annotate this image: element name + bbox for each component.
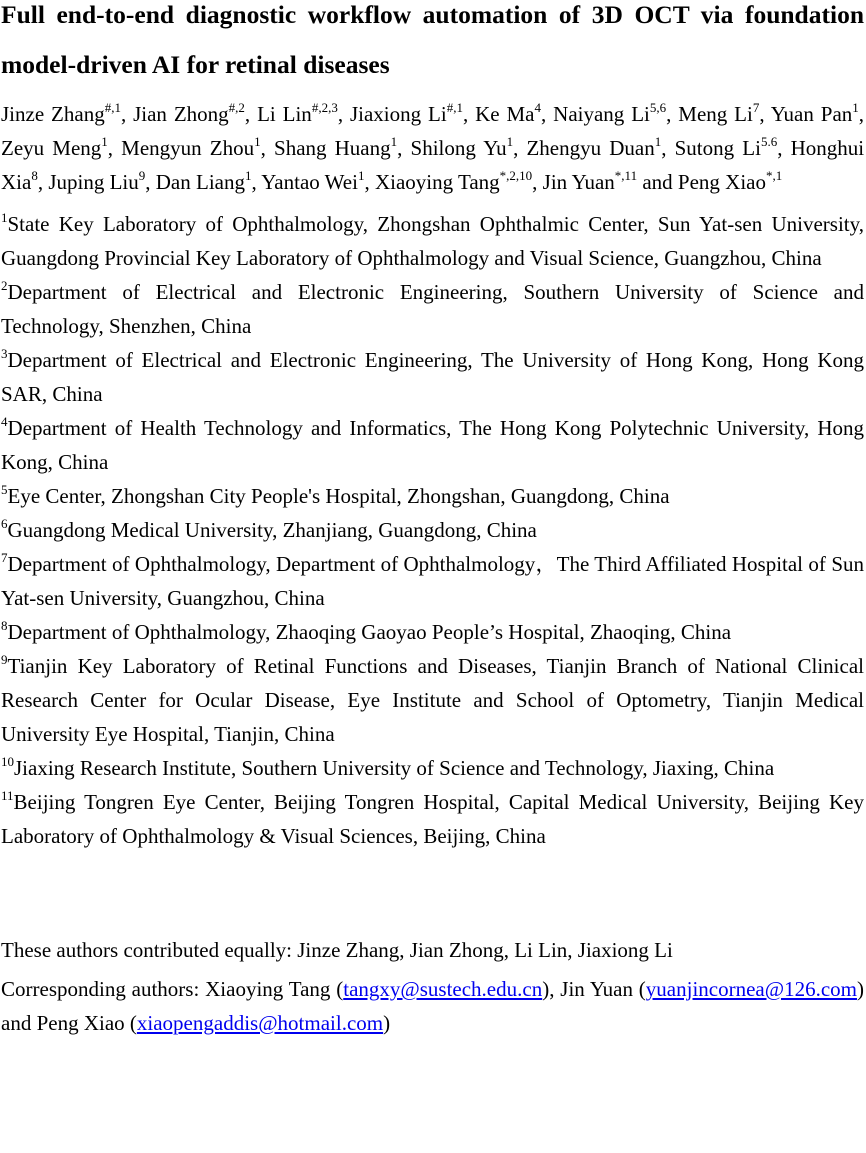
author-name: Dan Liang [155, 170, 245, 194]
author-name: Meng Li [678, 102, 753, 126]
author-separator: , [666, 102, 679, 126]
author [121, 136, 274, 160]
author-name: Sutong Li [674, 136, 761, 160]
equal-contribution-note: These authors contributed equally: Jinze Zhang, Jian Zhong, Li Lin, Jiaxiong Li [1, 938, 673, 962]
affiliation-item [1, 411, 864, 479]
author-name: Ke Ma [475, 102, 535, 126]
author [771, 102, 864, 126]
author [350, 102, 475, 126]
affiliation-number: 4 [1, 414, 8, 429]
author-separator: , [462, 102, 476, 126]
author [156, 170, 261, 194]
author-name: Yuan Pan [770, 102, 853, 126]
author-separator: , [661, 136, 675, 160]
affiliation-item [1, 547, 864, 615]
affiliation-text: Tianjin Key Laboratory of Retinal Functions and Diseases, Tianjin Branch of National Clinical Research Center for Ocular Disease, Eye Institute and School of Optometry, Tianjin Medical University Eye Hospital, Tianjin, China [1, 654, 864, 746]
affiliation-item [1, 615, 864, 649]
author [48, 170, 155, 194]
email-link-xiao[interactable]: xiaopengaddis@hotmail.com [136, 1011, 384, 1035]
author-separator: , [251, 170, 262, 194]
affiliation-item [1, 649, 864, 751]
author-name: Xiaoying Tang [374, 170, 500, 194]
corresponding-prefix: Corresponding authors: Xiaoying Tang ( [1, 977, 344, 1001]
author-affiliation-marker: 9 [138, 168, 146, 183]
author-separator: , [759, 102, 771, 126]
author [411, 136, 527, 160]
author-name: Jiaxiong Li [349, 102, 447, 126]
author [678, 170, 782, 194]
author-separator: , [145, 170, 156, 194]
corresponding-text: ) and Peng Xiao ( [1, 977, 864, 1035]
author [274, 136, 411, 160]
author-name: Juping Liu [48, 170, 139, 194]
affiliation-text: Department of Electrical and Electronic Engineering, The University of Hong Kong, Hong Kong SAR, China [1, 348, 864, 406]
affiliation-item [1, 785, 864, 853]
author-affiliation-marker: 4 [534, 100, 541, 115]
author-affiliation-marker: *,1 [765, 168, 783, 183]
affiliation-text: Jiaxing Research Institute, Southern University of Science and Technology, Jiaxing, China [14, 756, 775, 780]
author [678, 102, 770, 126]
author-separator: , [541, 102, 554, 126]
paper-page [1, 0, 864, 1040]
author [261, 170, 375, 194]
author-separator: , [397, 136, 411, 160]
author-name: Shilong Yu [410, 136, 507, 160]
affiliation-number: 5 [1, 482, 8, 497]
author-name: Jin Yuan [542, 170, 615, 194]
email-link-tang[interactable]: tangxy@sustech.edu.cn [343, 977, 543, 1001]
author-name: Peng Xiao [677, 170, 766, 194]
author-separator: , [532, 170, 543, 194]
email-link-yuan[interactable]: yuanjincornea@126.com [645, 977, 857, 1001]
author-affiliation-marker: 1 [254, 134, 261, 149]
author-separator: , [260, 136, 275, 160]
author-name: Honghui Xia [1, 136, 865, 194]
author-name: Shang Huang [274, 136, 391, 160]
author-name: Zhengyu Duan [526, 136, 655, 160]
affiliation-item [1, 513, 864, 547]
affiliation-text: Department of Ophthalmology, Zhaoqing Gaoyao People’s Hospital, Zhaoqing, China [7, 620, 732, 644]
author [526, 136, 674, 160]
author-affiliation-marker: *,2,10 [499, 168, 533, 183]
author-separator: , [37, 170, 49, 194]
affiliation-number: 2 [1, 278, 8, 293]
author [553, 102, 678, 126]
author [133, 102, 257, 126]
affiliation-number: 10 [1, 754, 14, 769]
author-affiliation-marker: 5,6 [649, 100, 667, 115]
author-affiliation-marker: 1 [101, 134, 108, 149]
author-affiliation-marker: 5.6 [760, 134, 778, 149]
author [675, 136, 791, 160]
author-affiliation-marker: *,11 [614, 168, 638, 183]
author-name: Naiyang Li [553, 102, 650, 126]
author-affiliation-marker: #,2,3 [311, 100, 338, 115]
author-separator: , [858, 102, 865, 126]
affiliation-number: 8 [1, 618, 8, 633]
author-separator: , [120, 102, 134, 126]
author-affiliation-marker: 1 [244, 168, 252, 183]
affiliation-number: 9 [1, 652, 8, 667]
author-affiliation-marker: 1 [506, 134, 514, 149]
author-separator: , [107, 136, 122, 160]
affiliation-text: Department of Ophthalmology, Department of Ophthalmology，The Third Affiliated Hospital of Sun Yat-sen University, Guangzhou, China [1, 552, 864, 610]
author-affiliation-marker: 1 [390, 134, 398, 149]
author-separator: , [244, 102, 258, 126]
corresponding-suffix: ) [383, 1011, 391, 1035]
author-affiliation-marker: 1 [852, 100, 859, 115]
affiliation-item [1, 275, 864, 343]
author [1, 102, 133, 126]
author-name: Zeyu Meng [1, 136, 102, 160]
affiliation-number: 3 [1, 346, 8, 361]
affiliation-text: State Key Laboratory of Ophthalmology, Zhongshan Ophthalmic Center, Sun Yat-sen University, Guangdong Provincial Key Laboratory of Ophthalmology and Visual Science, Guangzhou, China [1, 212, 864, 270]
author-affiliation-marker: 7 [752, 100, 760, 115]
author [375, 170, 543, 194]
paper-title: Full end-to-end diagnostic workflow automation of 3D OCT via foundation model-driven AI for retinal diseases [1, 0, 864, 79]
author-affiliation-marker: 8 [31, 168, 38, 183]
affiliation-item [1, 479, 864, 513]
author-separator: , [364, 170, 375, 194]
corresponding-text: ), Jin Yuan ( [542, 977, 646, 1001]
author-affiliation-marker: 1 [654, 134, 662, 149]
author [1, 136, 121, 160]
affiliation-text: Eye Center, Zhongshan City People's Hospital, Zhongshan, Guangdong, China [7, 484, 670, 508]
affiliation-text: Department of Health Technology and Informatics, The Hong Kong Polytechnic University, Hong Kong, China [1, 416, 864, 474]
author [543, 170, 678, 194]
author [257, 102, 350, 126]
author-name: Li Lin [257, 102, 312, 126]
author-separator: , [777, 136, 791, 160]
affiliation-item [1, 343, 864, 411]
affiliation-item [1, 207, 864, 275]
author-separator: , [337, 102, 350, 126]
author-affiliation-marker: 1 [357, 168, 365, 183]
affiliation-number: 1 [1, 210, 8, 225]
author-list [1, 97, 864, 199]
author-separator: , [513, 136, 527, 160]
author-name: Jinze Zhang [1, 102, 105, 126]
corresponding-authors [1, 972, 864, 1040]
author [475, 102, 553, 126]
affiliation-number: 6 [1, 516, 8, 531]
author-affiliation-marker: #,2 [228, 100, 245, 115]
affiliation-text: Department of Electrical and Electronic Engineering, Southern University of Science and Technology, Shenzhen, China [1, 280, 864, 338]
affiliation-list [1, 207, 864, 853]
affiliation-item [1, 751, 864, 785]
author-separator: and [637, 170, 678, 194]
affiliation-text: Beijing Tongren Eye Center, Beijing Tongren Hospital, Capital Medical University, Beijing Key Laboratory of Ophthalmology & Visual Sciences, Beijing, China [1, 790, 864, 848]
author-name: Yantao Wei [261, 170, 358, 194]
author-affiliation-marker: #,1 [446, 100, 463, 115]
affiliation-number: 11 [1, 788, 14, 803]
affiliation-number: 7 [1, 550, 8, 565]
affiliation-text: Guangdong Medical University, Zhanjiang, Guangdong, China [7, 518, 537, 542]
author-affiliation-marker: #,1 [104, 100, 121, 115]
author-name: Mengyun Zhou [121, 136, 255, 160]
author-name: Jian Zhong [133, 102, 229, 126]
